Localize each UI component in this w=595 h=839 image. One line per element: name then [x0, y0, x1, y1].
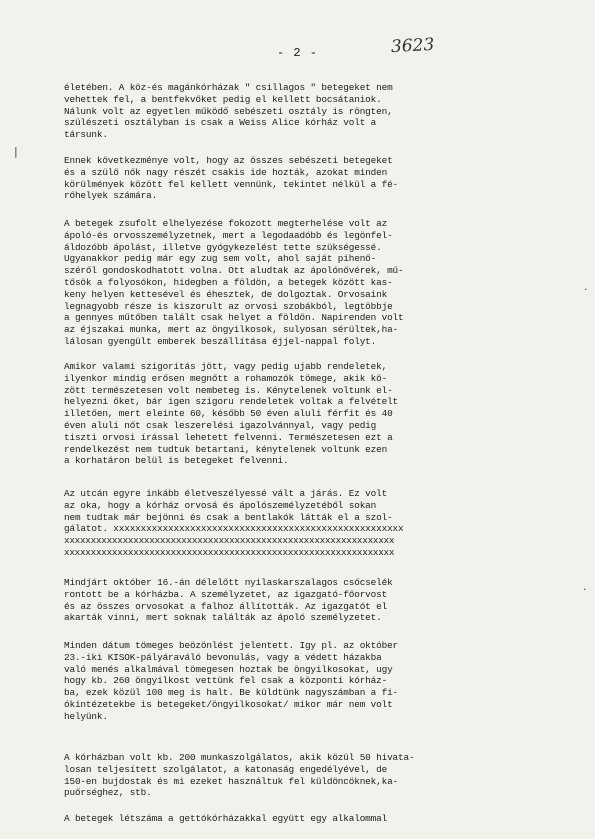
text-line: losan teljesített szolgálatot, a katonaság engedélyével, de: [64, 763, 388, 775]
struck-through-line: xxxxxxxxxxxxxxxxxxxxxxxxxxxxxxxxxxxxxxxxxxxxxxxxxxxxxxxxxxxxxx: [64, 546, 395, 558]
text-line: Minden dátum tömeges beözönlést jelentett. Igy pl. az október: [64, 640, 399, 651]
paragraph-8: [64, 752, 564, 799]
text-line: az oka, hogy a kórház orvosá és ápolószemélyzetéből sokan: [64, 499, 377, 511]
text-line: ilyenkor mindig erősen megnőtt a rohamozók tömege, akik kö-: [64, 372, 388, 384]
text-line: legnagyobb része is kiszorult az orvosi szobákból, legtöbbje: [64, 300, 393, 312]
margin-dot: ·: [584, 283, 588, 296]
text-line: társunk.: [64, 129, 108, 141]
margin-mark: |: [14, 145, 18, 158]
text-line: ba, ezek közül 100 meg is halt. Be küldtünk nagyszámban a fi-: [64, 687, 399, 699]
text-line: áldozóbb ápolást, illetve gyógykezelést tette szükségessé.: [64, 241, 382, 253]
paragraph-5: [64, 488, 564, 559]
text-line: tősök a folyosókon, hidegben a földön, a betegek között kas-: [64, 276, 393, 288]
text-line: szülészeti osztályban is csak a Weiss Alice kórház volt a: [64, 117, 377, 129]
text-line: nem tudtak már bejönni és csak a bentlakók látták el a szol-: [64, 511, 393, 523]
text-line: Nálunk volt az egyetlen működő sebészeti osztály is röngten,: [64, 105, 393, 117]
text-line: ápoló-és orvosszemélyzetnek, mert a legodaadóbb és legönfel-: [64, 229, 393, 241]
text-line: ókintézetekbe is betegeket/öngyilkosokat/ mikor már nem volt: [64, 698, 393, 710]
text-line: a korhatáron belül is betegeket felvenni.: [64, 455, 289, 467]
paragraph-6: [64, 577, 564, 624]
text-line: hogy kb. 260 öngyilkost vettünk fel csak a központi kórház-: [64, 675, 388, 687]
text-line: illetően, mert eleinte 60, később 50 éven aluli férfit és 40: [64, 408, 393, 420]
text-line: éven aluli nőt csak leszerelési igazolvánnyal, vagy pedig: [64, 419, 377, 431]
paragraph-1: [64, 82, 564, 141]
text-line: széről gondoskodhatott volna. Ott aludtak az ápolónővérek, mű-: [64, 265, 404, 277]
text-line: Az utcán egyre inkább életveszélyessé vált a járás. Ez volt: [64, 488, 388, 499]
handwritten-archive-number: 3623: [390, 34, 435, 58]
text-line: akarták vinni, mert soknak találták az ápoló személyzetet.: [64, 612, 382, 624]
text-line: és a szülő nők nagy részét csakis ide hozták, azokat minden: [64, 166, 388, 178]
text-line: körülmények között fel kellett vennünk, tekintet nélkül a fé-: [64, 178, 399, 190]
text-line: az éjszakai munka, mert az öngyilkosok, sulyosan sérültek,ha-: [64, 324, 399, 336]
text-line: Ugyanakkor pedig már egy zug sem volt, ahol saját pihenő-: [64, 253, 377, 265]
text-line: helyezni őket, bár igen szigoru rendeletek voltak a felvételt: [64, 396, 399, 408]
text-line: A betegek zsufolt elhelyezése fokozott megterhelése volt az: [64, 218, 388, 229]
text-line: rőhelyek számára.: [64, 190, 158, 202]
text-line: vehettek fel, a bentfekvőket pedig el kellett bocsátaniok.: [64, 93, 382, 105]
paragraph-7: [64, 640, 564, 723]
text-line: Amikor valami szigorítás jött, vagy pedig ujabb rendeletek,: [64, 361, 388, 372]
text-line: A betegek létszáma a gettókórházakkal együtt egy alkalommal: [64, 813, 388, 824]
struck-through-line: xxxxxxxxxxxxxxxxxxxxxxxxxxxxxxxxxxxxxxxxxxxxxxxxxxxxxxxxxxxxxx: [64, 535, 395, 547]
text-line: 150-en bujdostak és mi ezeket használtuk fel küldöncöknek,ka-: [64, 775, 399, 787]
text-line: 23.-iki KISOK-pályáraváló bevonulás, vagy a védett házakba: [64, 651, 382, 663]
text-line: Ennek következménye volt, hogy az összes sebészeti betegeket: [64, 155, 393, 166]
text-line: a gennyes műtőben talált csak helyet a földön. Napirenden volt: [64, 312, 404, 324]
paragraph-3: [64, 218, 564, 348]
text-line: tiszti orvosi írással lehetett felvenni. Természetesen ezt a: [64, 431, 393, 443]
text-line: gálatot. xxxxxxxxxxxxxxxxxxxxxxxxxxxxxxxxxxxxxxxxxxxxxxxxxxxxx: [64, 523, 404, 535]
text-line: lálosan gyengült emberek beszállítása éjjel-nappal folyt.: [64, 335, 377, 347]
text-line: keny helyen kettesével és éhesztek, de dolgoztak. Orvosaink: [64, 288, 388, 300]
text-line: való menés alkalmával tömegesen hoztak be öngyilkosokat, ugy: [64, 663, 393, 675]
text-line: puőrséghez, stb.: [64, 787, 152, 799]
text-line: Mindjárt október 16.-án délelőtt nyilaskarszalagos csőcselék: [64, 577, 393, 588]
page-number: - 2 -: [276, 46, 318, 60]
paragraph-2: [64, 155, 564, 202]
text-line: rendelkezést nem tudtuk betartani, kénytelenek voltunk ezen: [64, 443, 388, 455]
text-line: zött természetesen volt nembeteg is. Kénytelenek voltunk el-: [64, 384, 393, 396]
paragraph-9: [64, 813, 564, 825]
text-line: helyünk.: [64, 710, 108, 722]
text-line: A kórházban volt kb. 200 munkaszolgálatos, akik közül 50 hivata-: [64, 752, 415, 763]
text-line: életében. A köz-és magánkórházak " csillagos " betegeket nem: [64, 82, 393, 93]
margin-dot: ·: [583, 583, 587, 596]
text-line: rontott be a kórházba. A személyzetet, az igazgató-főorvost: [64, 588, 388, 600]
paragraph-4: [64, 361, 564, 467]
text-line: és az összes orvosokat a falhoz állították. Az igazgatót el: [64, 600, 388, 612]
